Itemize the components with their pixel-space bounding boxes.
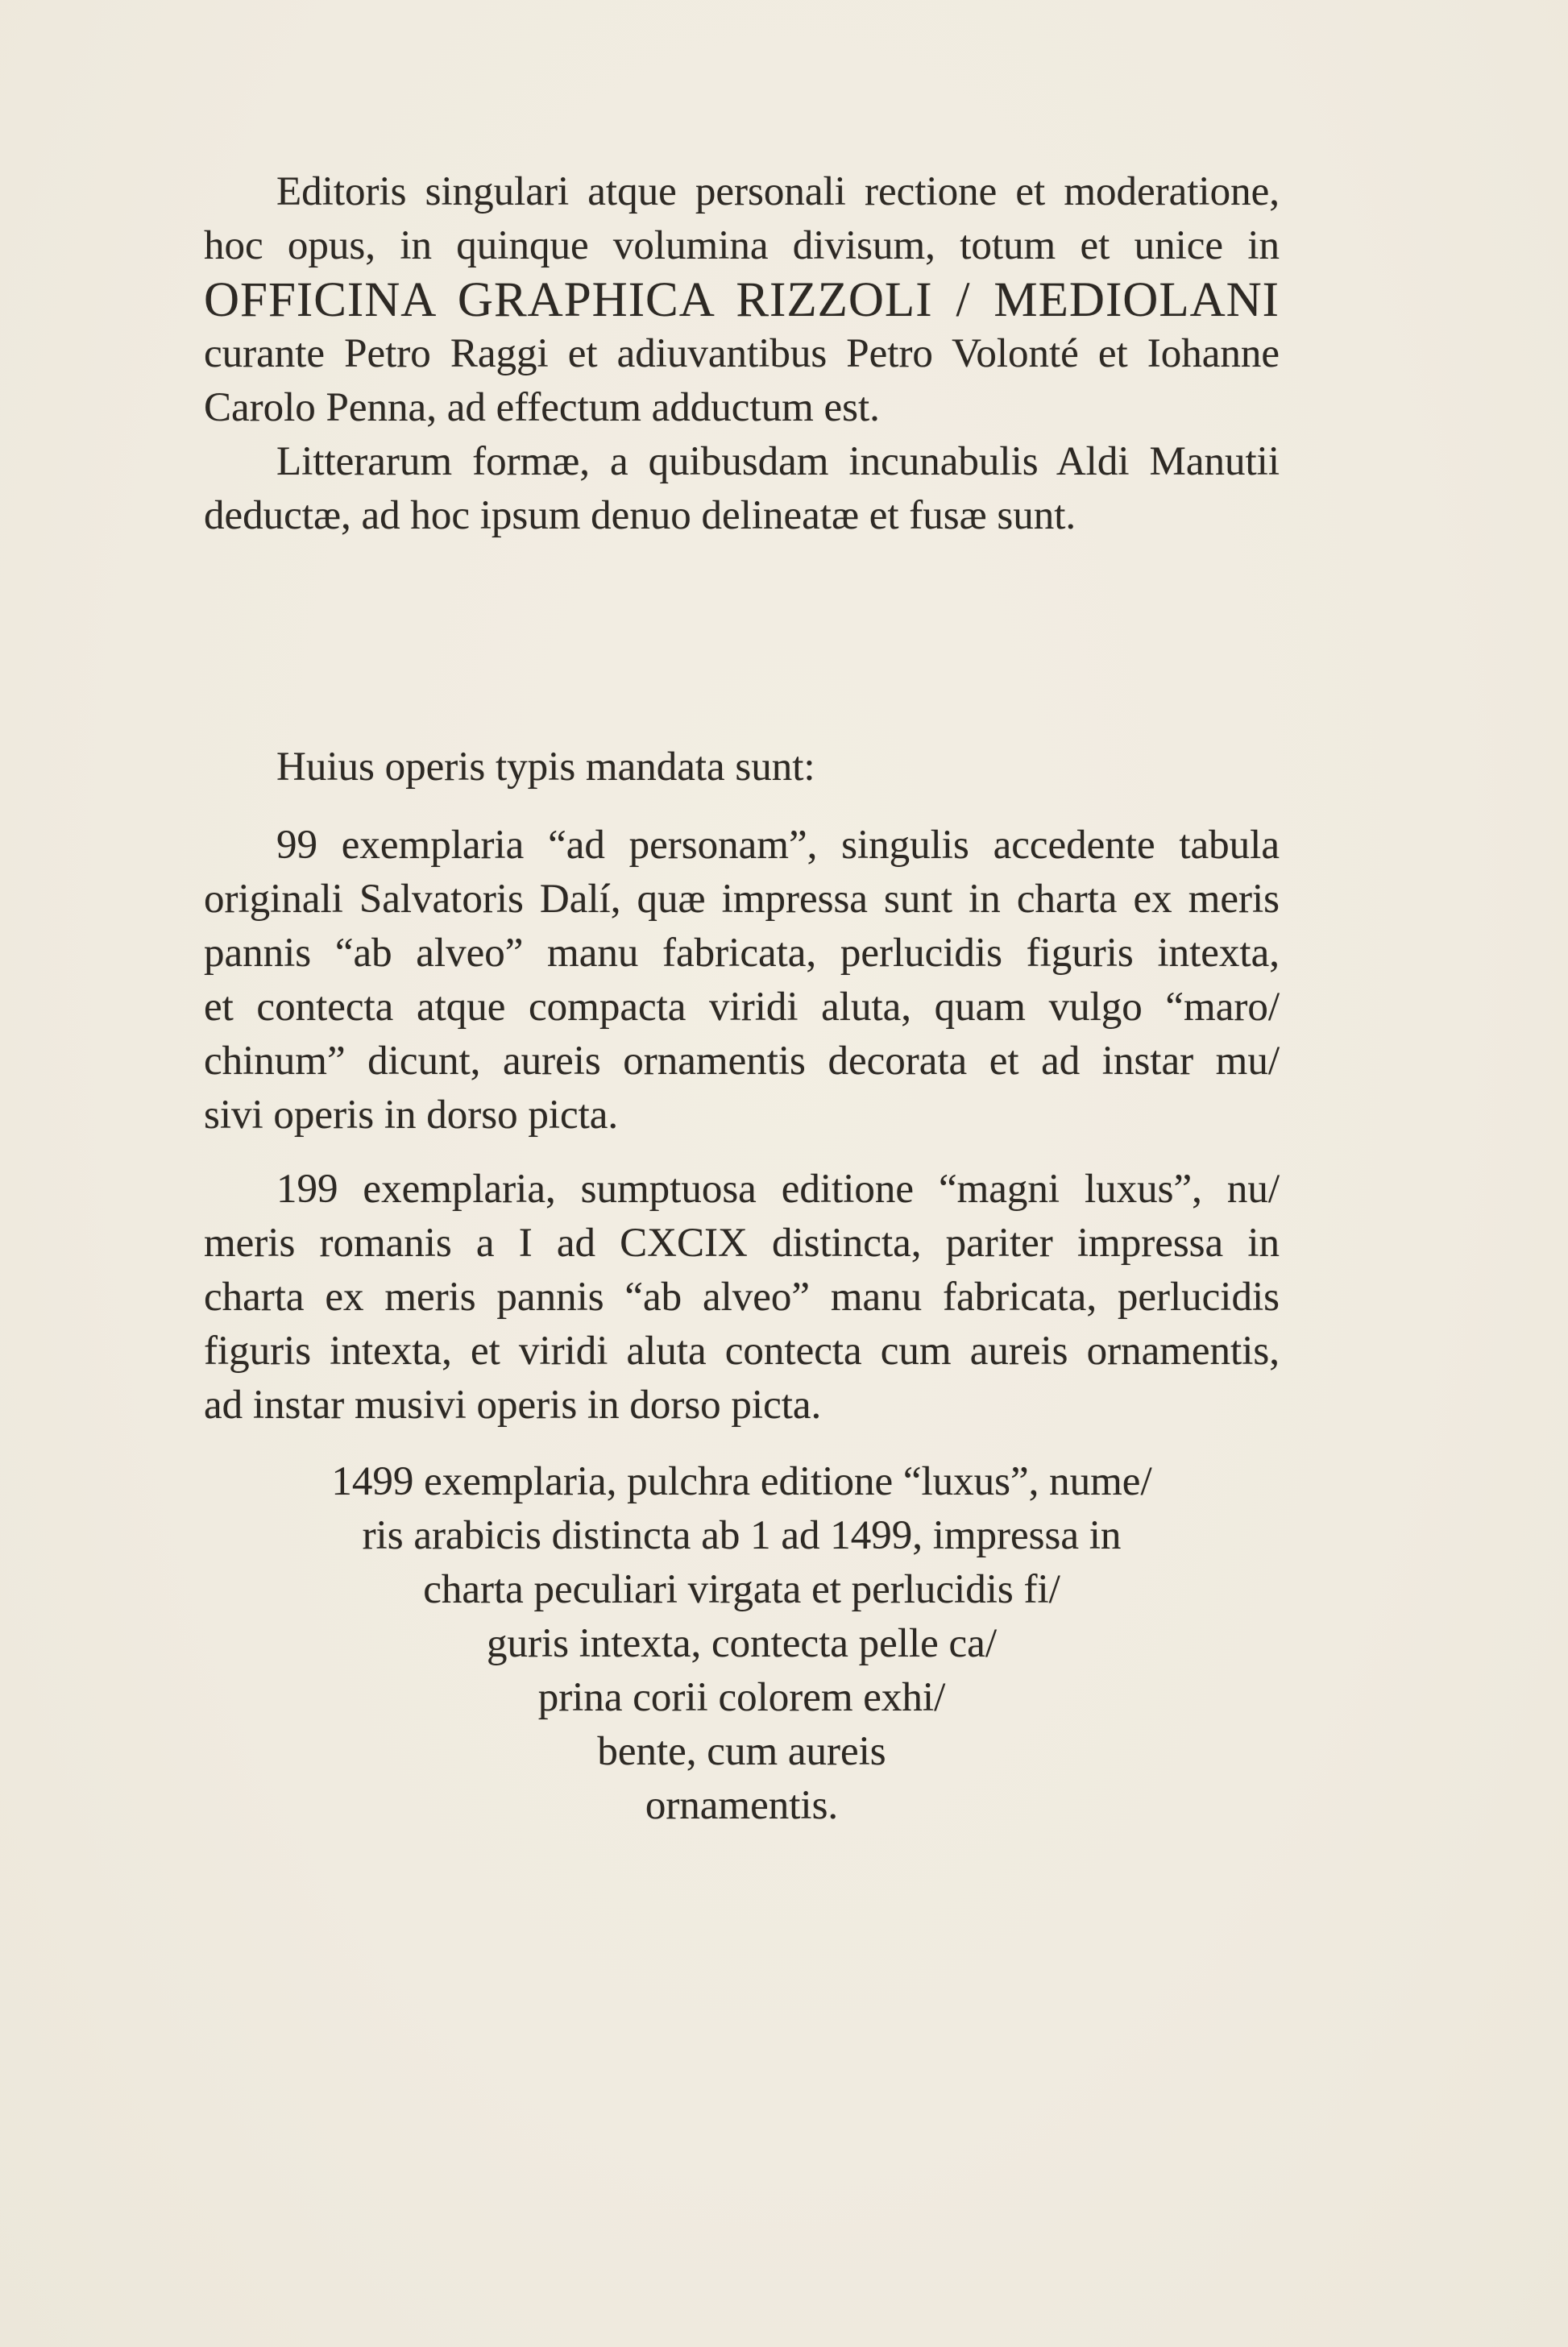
paragraph-edition-199 bbox=[204, 1163, 1280, 1433]
heading-line: Huius operis typis mandata sunt: bbox=[276, 744, 815, 790]
colophon-text-block bbox=[204, 165, 1280, 1833]
text-line: 199 exemplaria, sumptuosa editione “magni luxus”, nu/ bbox=[276, 1167, 1280, 1212]
printing-house-title-line: OFFICINA GRAPHICA RIZZOLI / MEDIOLANI bbox=[204, 273, 1280, 327]
text-line: meris romanis a I ad CXCIX distincta, pariter impressa in bbox=[204, 1221, 1280, 1266]
text-line: charta ex meris pannis “ab alveo” manu fabricata, perlucidis bbox=[204, 1275, 1280, 1320]
text-line: pannis “ab alveo” manu fabricata, perlucidis figuris intexta, bbox=[204, 931, 1280, 976]
text-line: deductæ, ad hoc ipsum denuo delineatæ et fusæ sunt. bbox=[204, 493, 1076, 538]
text-line: et contecta atque compacta viridi aluta, quam vulgo “maro/ bbox=[204, 985, 1280, 1030]
paragraph-typefaces bbox=[204, 435, 1280, 543]
text-line: hoc opus, in quinque volumina divisum, totum et unice in bbox=[204, 223, 1280, 268]
text-line: prina corii colorem exhi/ bbox=[537, 1675, 946, 1720]
text-line: Litterarum formæ, a quibusdam incunabulis Aldi Manutii bbox=[276, 439, 1280, 484]
editions-heading bbox=[204, 740, 1280, 794]
paragraph-edition-99 bbox=[204, 819, 1280, 1142]
text-line: Editoris singulari atque personali rectione et moderatione, bbox=[276, 169, 1280, 214]
text-line: Carolo Penna, ad effectum adductum est. bbox=[204, 385, 880, 430]
text-line: chinum” dicunt, aureis ornamentis decorata et ad instar mu/ bbox=[204, 1039, 1280, 1084]
paragraph-production bbox=[204, 165, 1280, 435]
text-line: ornamentis. bbox=[645, 1783, 839, 1828]
text-line: bente, cum aureis bbox=[597, 1729, 886, 1774]
text-line: ris arabicis distincta ab 1 ad 1499, impressa in bbox=[362, 1513, 1122, 1558]
text-line: 99 exemplaria “ad personam”, singulis accedente tabula bbox=[276, 823, 1280, 868]
text-line: charta peculiari virgata et perlucidis fi/ bbox=[423, 1567, 1060, 1612]
paragraph-edition-1499 bbox=[204, 1455, 1280, 1833]
text-line: figuris intexta, et viridi aluta contecta cum aureis ornamentis, bbox=[204, 1329, 1280, 1374]
text-line: ad instar musivi operis in dorso picta. bbox=[204, 1383, 822, 1428]
text-line: curante Petro Raggi et adiuvantibus Petro Volonté et Iohanne bbox=[204, 331, 1280, 376]
text-line: sivi operis in dorso picta. bbox=[204, 1093, 619, 1138]
text-line: guris intexta, contecta pelle ca/ bbox=[487, 1621, 997, 1666]
text-line: originali Salvatoris Dalí, quæ impressa sunt in charta ex meris bbox=[204, 877, 1280, 922]
text-line: 1499 exemplaria, pulchra editione “luxus”, nume/ bbox=[331, 1459, 1152, 1504]
